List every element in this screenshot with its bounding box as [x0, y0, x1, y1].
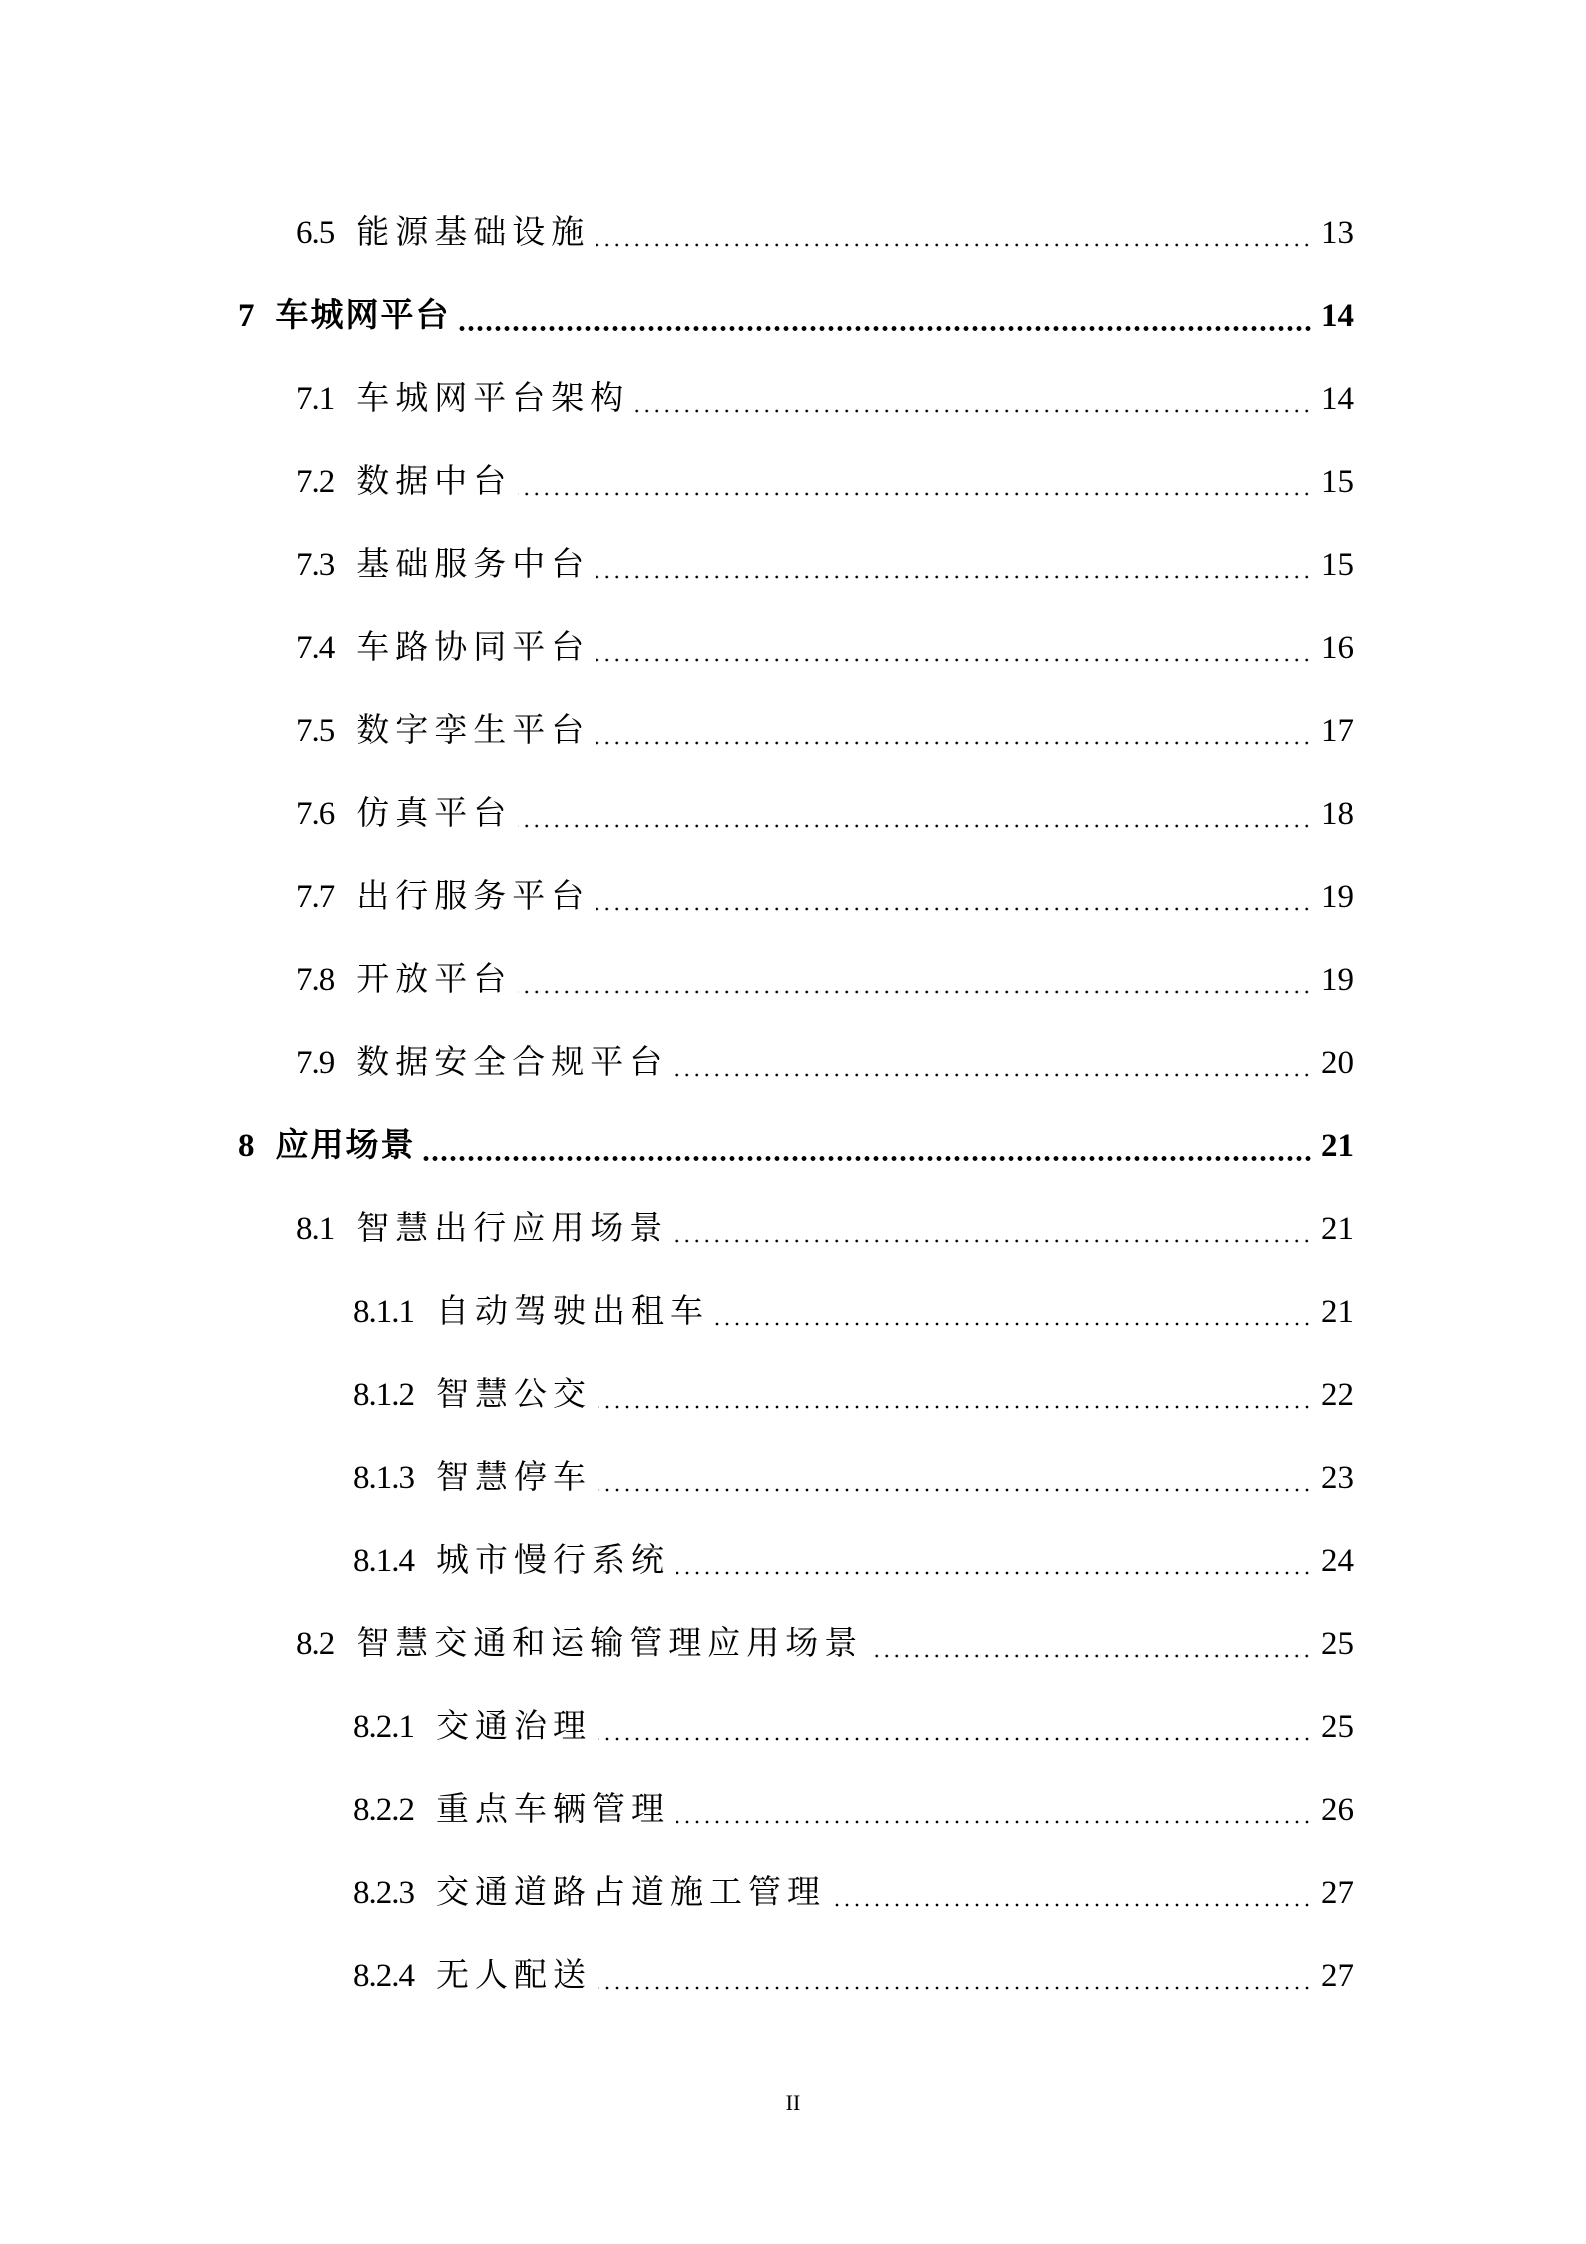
toc-entry-8-1-1[interactable] — [353, 1287, 1354, 1337]
toc-number: 7.8 — [296, 962, 335, 998]
dot-leader — [715, 1322, 1312, 1326]
toc-entry-8-1-2[interactable] — [353, 1370, 1354, 1420]
toc-entry-7[interactable] — [238, 291, 1354, 341]
dot-leader — [596, 243, 1312, 247]
toc-title: 智慧交通和运输管理应用场景 — [356, 1626, 864, 1662]
toc-page: 21 — [1321, 1294, 1354, 1330]
toc-entry-8-2-4[interactable] — [353, 1951, 1354, 2001]
toc-title: 交通道路占道施工管理 — [436, 1875, 826, 1911]
toc-entry-6-5[interactable] — [296, 208, 1354, 258]
toc-title: 能源基础设施 — [356, 215, 591, 251]
toc-title: 数据安全合规平台 — [356, 1045, 669, 1081]
dot-leader — [457, 326, 1313, 331]
toc-entry-7-7[interactable] — [296, 872, 1354, 922]
dot-leader — [598, 1737, 1312, 1741]
toc-entry-8-2-1[interactable] — [353, 1702, 1354, 1752]
toc-title: 车城网平台架构 — [356, 381, 630, 417]
dot-leader — [518, 990, 1312, 994]
toc-title: 交通治理 — [436, 1709, 592, 1745]
toc-title: 仿真平台 — [356, 796, 513, 832]
toc-title: 智慧公交 — [436, 1377, 592, 1413]
toc-entry-7-4[interactable] — [296, 623, 1354, 673]
toc-page: 21 — [1321, 1211, 1354, 1247]
toc-title: 车城网平台 — [275, 298, 451, 334]
toc-title: 无人配送 — [436, 1958, 592, 1994]
toc-title: 智慧出行应用场景 — [356, 1211, 669, 1247]
toc-title: 出行服务平台 — [356, 879, 591, 915]
toc-entry-7-8[interactable] — [296, 955, 1354, 1005]
toc-number: 7.5 — [296, 713, 335, 749]
toc-number: 8.2 — [296, 1626, 335, 1662]
toc-title: 应用场景 — [275, 1128, 416, 1164]
toc-entry-7-3[interactable] — [296, 540, 1354, 590]
toc-page: 15 — [1321, 464, 1354, 500]
toc-entry-8-2-3[interactable] — [353, 1868, 1354, 1918]
toc-number: 7.6 — [296, 796, 335, 832]
toc-title: 开放平台 — [356, 962, 513, 998]
toc-page: 17 — [1321, 713, 1354, 749]
dot-leader — [518, 492, 1312, 496]
toc-number: 8 — [238, 1128, 254, 1164]
toc-number: 8.1.1 — [353, 1294, 414, 1330]
toc-page: 23 — [1321, 1460, 1354, 1496]
toc-page: 21 — [1321, 1128, 1354, 1164]
toc-entry-8-1-4[interactable] — [353, 1536, 1354, 1586]
dot-leader — [422, 1156, 1313, 1161]
page-number-footer: II — [785, 2090, 801, 2115]
toc-entry-7-9[interactable] — [296, 1038, 1354, 1088]
dot-leader — [596, 907, 1312, 911]
toc-page: 19 — [1321, 962, 1354, 998]
dot-leader — [598, 1986, 1312, 1990]
toc-entry-7-6[interactable] — [296, 789, 1354, 839]
dot-leader — [598, 1488, 1312, 1492]
toc-number: 7 — [238, 298, 254, 334]
toc-number: 8.1.4 — [353, 1543, 414, 1579]
toc-page: 25 — [1321, 1709, 1354, 1745]
toc-page: 27 — [1321, 1958, 1354, 1994]
toc-number: 7.1 — [296, 381, 335, 417]
toc-page: 14 — [1321, 298, 1354, 334]
dot-leader — [674, 1239, 1312, 1243]
toc-number: 8.1 — [296, 1211, 335, 1247]
toc-page: 16 — [1321, 630, 1354, 666]
toc-page: 25 — [1321, 1626, 1354, 1662]
toc-title: 数据中台 — [356, 464, 513, 500]
toc-page: 24 — [1321, 1543, 1354, 1579]
toc-number: 8.1.2 — [353, 1377, 414, 1413]
dot-leader — [676, 1820, 1312, 1824]
toc-page: 19 — [1321, 879, 1354, 915]
toc-page: 26 — [1321, 1792, 1354, 1828]
toc-number: 8.2.3 — [353, 1875, 414, 1911]
dot-leader — [832, 1903, 1312, 1907]
toc-number: 7.4 — [296, 630, 335, 666]
dot-leader — [596, 741, 1312, 745]
toc-entry-8-2-2[interactable] — [353, 1785, 1354, 1835]
toc-page: 15 — [1321, 547, 1354, 583]
toc-page: 14 — [1321, 381, 1354, 417]
dot-leader — [596, 658, 1312, 662]
dot-leader — [596, 575, 1312, 579]
toc-number: 7.9 — [296, 1045, 335, 1081]
toc-entry-8-1[interactable] — [296, 1204, 1354, 1254]
toc-number: 7.7 — [296, 879, 335, 915]
toc-entry-7-2[interactable] — [296, 457, 1354, 507]
toc-number: 7.2 — [296, 464, 335, 500]
toc-page: 13 — [1321, 215, 1354, 251]
toc-number: 8.2.4 — [353, 1958, 414, 1994]
toc-title: 车路协同平台 — [356, 630, 591, 666]
toc-number: 7.3 — [296, 547, 335, 583]
toc-title: 基础服务中台 — [356, 547, 591, 583]
toc-title: 自动驾驶出租车 — [436, 1294, 709, 1330]
toc-entry-8-2[interactable] — [296, 1619, 1354, 1669]
toc-number: 8.1.3 — [353, 1460, 414, 1496]
toc-entry-7-1[interactable] — [296, 374, 1354, 424]
toc-number: 6.5 — [296, 215, 335, 251]
toc-number: 8.2.1 — [353, 1709, 414, 1745]
toc-title: 智慧停车 — [436, 1460, 592, 1496]
toc-page: 18 — [1321, 796, 1354, 832]
toc-page: 20 — [1321, 1045, 1354, 1081]
dot-leader — [518, 824, 1312, 828]
toc-entry-8-1-3[interactable] — [353, 1453, 1354, 1503]
dot-leader — [635, 409, 1312, 413]
toc-title: 城市慢行系统 — [436, 1543, 670, 1579]
toc-page: 22 — [1321, 1377, 1354, 1413]
toc-title: 数字孪生平台 — [356, 713, 591, 749]
dot-leader — [676, 1571, 1312, 1575]
toc-entry-8[interactable] — [238, 1121, 1354, 1171]
toc-entry-7-5[interactable] — [296, 706, 1354, 756]
dot-leader — [674, 1073, 1312, 1077]
toc-title: 重点车辆管理 — [436, 1792, 670, 1828]
toc-number: 8.2.2 — [353, 1792, 414, 1828]
dot-leader — [869, 1654, 1312, 1658]
toc-page: 27 — [1321, 1875, 1354, 1911]
dot-leader — [598, 1405, 1312, 1409]
